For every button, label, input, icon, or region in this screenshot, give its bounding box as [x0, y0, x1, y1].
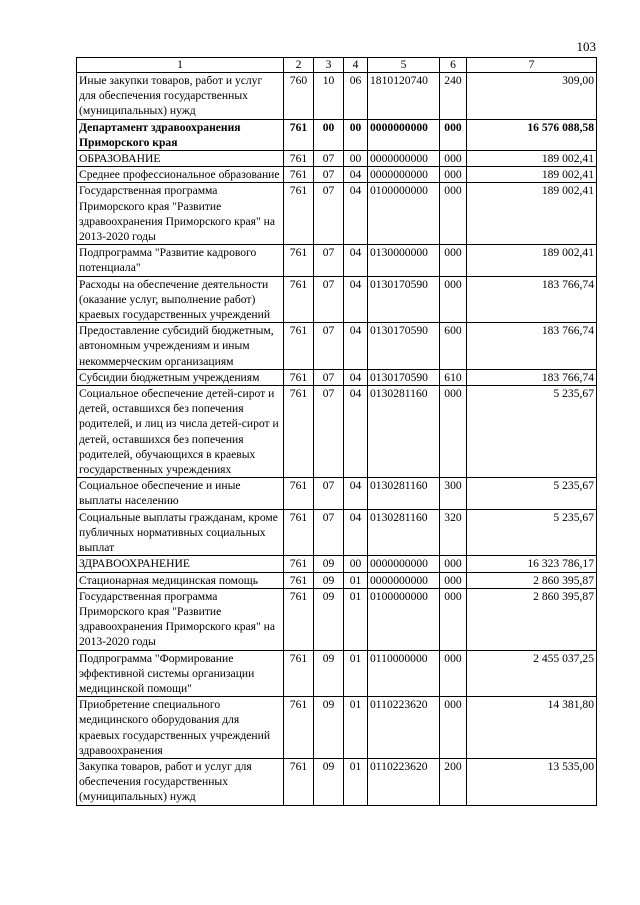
- row-code-expense-type: 000: [440, 588, 467, 650]
- row-code-expense-type: 000: [440, 151, 467, 167]
- row-code-ministry: 761: [284, 478, 314, 509]
- row-code-section: 09: [314, 588, 344, 650]
- row-name: Социальное обеспечение и иные выплаты населению: [77, 478, 284, 509]
- row-code-ministry: 761: [284, 509, 314, 556]
- row-code-subsection: 00: [344, 556, 368, 572]
- row-name: ЗДРАВООХРАНЕНИЕ: [77, 556, 284, 572]
- row-name: Подпрограмма "Развитие кадрового потенциала": [77, 245, 284, 276]
- row-code-target: 0130170590: [368, 323, 440, 370]
- row-code-expense-type: 000: [440, 276, 467, 323]
- row-code-section: 07: [314, 369, 344, 385]
- row-code-subsection: 04: [344, 183, 368, 245]
- row-code-section: 07: [314, 183, 344, 245]
- row-amount: 189 002,41: [467, 151, 597, 167]
- row-code-expense-type: 600: [440, 323, 467, 370]
- row-name: Социальные выплаты гражданам, кроме публичных нормативных социальных выплат: [77, 509, 284, 556]
- row-name: Департамент здравоохранения Приморского края: [77, 119, 284, 150]
- row-code-subsection: 04: [344, 478, 368, 509]
- row-name: Государственная программа Приморского края "Развитие здравоохранения Приморского края" на 2013-2020 годы: [77, 183, 284, 245]
- row-code-subsection: 04: [344, 323, 368, 370]
- row-name: ОБРАЗОВАНИЕ: [77, 151, 284, 167]
- row-code-ministry: 761: [284, 167, 314, 183]
- row-code-subsection: 06: [344, 73, 368, 120]
- row-name: Среднее профессиональное образование: [77, 167, 284, 183]
- row-code-ministry: 761: [284, 183, 314, 245]
- row-code-subsection: 01: [344, 758, 368, 805]
- row-code-target: 0100000000: [368, 588, 440, 650]
- row-code-expense-type: 000: [440, 183, 467, 245]
- row-code-ministry: 761: [284, 119, 314, 150]
- row-code-subsection: 04: [344, 276, 368, 323]
- row-code-ministry: 761: [284, 572, 314, 588]
- row-code-subsection: 04: [344, 509, 368, 556]
- table-row: [77, 151, 597, 167]
- row-code-subsection: 04: [344, 386, 368, 478]
- row-code-subsection: 04: [344, 369, 368, 385]
- row-amount: 183 766,74: [467, 323, 597, 370]
- row-code-ministry: 761: [284, 369, 314, 385]
- row-code-expense-type: 000: [440, 697, 467, 759]
- row-code-target: 0130000000: [368, 245, 440, 276]
- row-code-target: 0000000000: [368, 556, 440, 572]
- row-name: Иные закупки товаров, работ и услуг для обеспечения государственных (муниципальных) нужд: [77, 73, 284, 120]
- row-name: Предоставление субсидий бюджетным, автономным учреждениям и иным некоммерческим организациям: [77, 323, 284, 370]
- row-code-expense-type: 200: [440, 758, 467, 805]
- header-col-1: 1: [77, 58, 284, 73]
- row-amount: 14 381,80: [467, 697, 597, 759]
- table-row: [77, 119, 597, 150]
- header-col-3: 3: [314, 58, 344, 73]
- table-row: [77, 588, 597, 650]
- row-code-section: 09: [314, 697, 344, 759]
- row-name: Закупка товаров, работ и услуг для обеспечения государственных (муниципальных) нужд: [77, 758, 284, 805]
- row-code-ministry: 760: [284, 73, 314, 120]
- row-name: Субсидии бюджетным учреждениям: [77, 369, 284, 385]
- row-code-expense-type: 000: [440, 119, 467, 150]
- table-row: [77, 183, 597, 245]
- row-code-section: 07: [314, 478, 344, 509]
- row-amount: 189 002,41: [467, 245, 597, 276]
- row-code-ministry: 761: [284, 588, 314, 650]
- table-row: [77, 758, 597, 805]
- table-row: [77, 167, 597, 183]
- row-code-expense-type: 000: [440, 386, 467, 478]
- row-amount: 189 002,41: [467, 183, 597, 245]
- header-col-2: 2: [284, 58, 314, 73]
- table-row: [77, 369, 597, 385]
- table-row: [77, 556, 597, 572]
- row-name: Социальное обеспечение детей-сирот и детей, оставшихся без попечения родителей, и лиц из числа детей-сирот и детей, оставшихся без попечения родителей, обучающихся в краевых государственных учреждениях: [77, 386, 284, 478]
- row-code-section: 09: [314, 650, 344, 697]
- row-amount: 183 766,74: [467, 369, 597, 385]
- row-code-section: 07: [314, 386, 344, 478]
- row-code-ministry: 761: [284, 758, 314, 805]
- row-code-subsection: 01: [344, 588, 368, 650]
- row-name: Подпрограмма "Формирование эффективной системы организации медицинской помощи": [77, 650, 284, 697]
- header-col-5: 5: [368, 58, 440, 73]
- row-amount: 5 235,67: [467, 386, 597, 478]
- row-code-subsection: 01: [344, 572, 368, 588]
- row-amount: 2 860 395,87: [467, 572, 597, 588]
- row-code-target: 0100000000: [368, 183, 440, 245]
- row-code-subsection: 01: [344, 697, 368, 759]
- table-row: [77, 323, 597, 370]
- row-amount: 2 455 037,25: [467, 650, 597, 697]
- row-code-ministry: 761: [284, 151, 314, 167]
- row-amount: 16 323 786,17: [467, 556, 597, 572]
- row-code-target: 0130170590: [368, 276, 440, 323]
- row-code-expense-type: 000: [440, 572, 467, 588]
- row-code-target: 0000000000: [368, 119, 440, 150]
- row-code-target: 0130170590: [368, 369, 440, 385]
- row-code-expense-type: 240: [440, 73, 467, 120]
- row-code-subsection: 01: [344, 650, 368, 697]
- table-row: [77, 697, 597, 759]
- row-code-expense-type: 000: [440, 556, 467, 572]
- header-col-7: 7: [467, 58, 597, 73]
- row-code-subsection: 00: [344, 151, 368, 167]
- row-code-section: 07: [314, 167, 344, 183]
- row-amount: 2 860 395,87: [467, 588, 597, 650]
- row-code-target: 0000000000: [368, 572, 440, 588]
- row-name: Стационарная медицинская помощь: [77, 572, 284, 588]
- header-col-4: 4: [344, 58, 368, 73]
- row-amount: 16 576 088,58: [467, 119, 597, 150]
- row-code-section: 09: [314, 572, 344, 588]
- row-code-ministry: 761: [284, 323, 314, 370]
- row-code-target: 0130281160: [368, 386, 440, 478]
- row-name: Государственная программа Приморского края "Развитие здравоохранения Приморского края" на 2013-2020 годы: [77, 588, 284, 650]
- row-code-target: 0130281160: [368, 509, 440, 556]
- table-row: [77, 245, 597, 276]
- table-row: [77, 650, 597, 697]
- row-code-section: 09: [314, 556, 344, 572]
- table-row: [77, 276, 597, 323]
- header-col-6: 6: [440, 58, 467, 73]
- row-code-section: 07: [314, 509, 344, 556]
- row-code-section: 09: [314, 758, 344, 805]
- row-amount: 13 535,00: [467, 758, 597, 805]
- row-amount: 189 002,41: [467, 167, 597, 183]
- row-name: Приобретение специального медицинского оборудования для краевых государственных учреждений здравоохранения: [77, 697, 284, 759]
- row-code-subsection: 04: [344, 167, 368, 183]
- row-code-expense-type: 000: [440, 245, 467, 276]
- row-code-target: 0110000000: [368, 650, 440, 697]
- table-row: [77, 386, 597, 478]
- row-code-section: 07: [314, 323, 344, 370]
- row-code-target: 1810120740: [368, 73, 440, 120]
- table-row: [77, 73, 597, 120]
- row-code-expense-type: 300: [440, 478, 467, 509]
- table-row: [77, 478, 597, 509]
- budget-table: [76, 57, 597, 806]
- row-code-expense-type: 320: [440, 509, 467, 556]
- row-code-subsection: 00: [344, 119, 368, 150]
- row-code-section: 00: [314, 119, 344, 150]
- row-code-ministry: 761: [284, 276, 314, 323]
- row-code-subsection: 04: [344, 245, 368, 276]
- row-code-section: 10: [314, 73, 344, 120]
- row-code-ministry: 761: [284, 697, 314, 759]
- row-amount: 5 235,67: [467, 509, 597, 556]
- row-code-target: 0000000000: [368, 167, 440, 183]
- row-code-section: 07: [314, 151, 344, 167]
- row-code-ministry: 761: [284, 650, 314, 697]
- row-code-target: 0000000000: [368, 151, 440, 167]
- row-amount: 183 766,74: [467, 276, 597, 323]
- row-code-ministry: 761: [284, 245, 314, 276]
- row-code-expense-type: 610: [440, 369, 467, 385]
- row-code-expense-type: 000: [440, 167, 467, 183]
- table-row: [77, 572, 597, 588]
- row-code-ministry: 761: [284, 556, 314, 572]
- row-amount: 309,00: [467, 73, 597, 120]
- row-code-ministry: 761: [284, 386, 314, 478]
- row-code-expense-type: 000: [440, 650, 467, 697]
- row-code-section: 07: [314, 245, 344, 276]
- table-row: [77, 509, 597, 556]
- row-code-section: 07: [314, 276, 344, 323]
- row-code-target: 0110223620: [368, 697, 440, 759]
- page-number: 103: [576, 39, 596, 54]
- row-name: Расходы на обеспечение деятельности (оказание услуг, выполнение работ) краевых государственных учреждений: [77, 276, 284, 323]
- row-code-target: 0110223620: [368, 758, 440, 805]
- table-header-row: [77, 58, 597, 73]
- row-amount: 5 235,67: [467, 478, 597, 509]
- row-code-target: 0130281160: [368, 478, 440, 509]
